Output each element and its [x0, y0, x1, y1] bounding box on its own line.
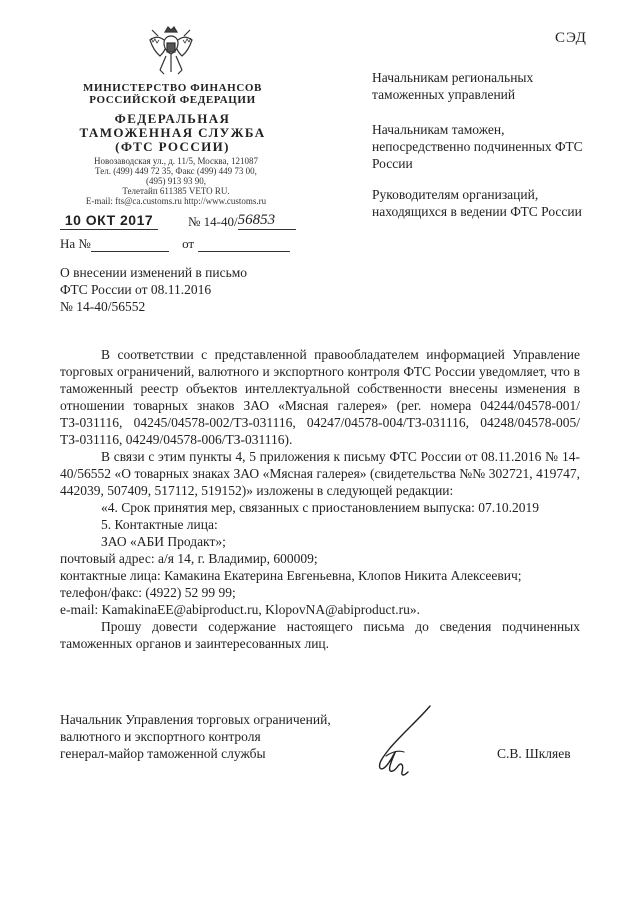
letterhead-contacts: Новозаводская ул., д. 11/5, Москва, 121087 Тел. (499) 449 72 35, Факс (499) 449 73 00, (495) 913 93 90, Телетайп 611385 VETO RU. E-mail: fts@ca.customs.ru http://www.customs.ru	[85, 156, 267, 206]
registration-date: 10 ОКТ 2017	[64, 212, 154, 228]
reply-date-label: от	[182, 236, 195, 251]
coat-of-arms-icon	[146, 24, 196, 78]
body-paragraph: контактные лица: Камакина Екатерина Евгеньевна, Клопов Никита Алексеевич;	[60, 568, 522, 583]
body-paragraph: 5. Контактные лица:	[101, 517, 218, 532]
letter-subject: О внесении изменений в письмо ФТС России от 08.11.2016 № 14-40/56552	[60, 265, 248, 314]
reply-reference-line	[60, 236, 290, 252]
signatory-position: Начальник Управления торговых ограничений, валютного и экспортного контроля генерал-майор таможенной службы	[60, 712, 331, 761]
addressee-customs: Начальникам таможен, непосредственно подчиненных ФТС России	[372, 122, 583, 171]
addressee-organizations: Руководителям организаций, находящихся в ведении ФТС России	[372, 187, 582, 219]
addressee-regional: Начальникам региональных таможенных управлений	[372, 70, 534, 102]
body-paragraph: В связи с этим пункты 4, 5 приложения к письму ФТС России от 08.11.2016 № 14-40/56552 «О товарных знаках ЗАО «Мясная галерея» (свидетельства №№ 302721, 419747, 442039, 507409, 517112, 519152)» изложены в следующей редакции:	[60, 449, 580, 498]
body-paragraph: Прошу довести содержание настоящего письма до сведения подчиненных таможенных органов и заинтересованных лиц.	[60, 619, 580, 651]
body-paragraph: телефон/факс: (4922) 52 99 99;	[60, 585, 236, 600]
registration-number-label: № 14-40/	[188, 214, 238, 229]
signatory-name: С.В. Шкляев	[497, 746, 571, 761]
body-paragraph: ЗАО «АБИ Продакт»;	[101, 534, 226, 549]
body-paragraph: «4. Срок принятия мер, связанных с приостановлением выпуска: 07.10.2019	[101, 500, 540, 515]
ministry-name: МИНИСТЕРСТВО ФИНАНСОВ РОССИЙСКОЙ ФЕДЕРАЦИИ	[83, 82, 262, 106]
letter-body	[60, 346, 580, 652]
registration-number-handwritten: 56853	[237, 212, 276, 228]
body-paragraph: В соответствии с представленной правообладателем информацией Управление торговых ограничений, валютного и экспортного контроля ФТС России уведомляет, что в таможенный реестр объектов интеллектуальной собственности внесены изменения в отношении товарных знаков ЗАО «Мясная галерея» (рег. номера 04244/04578-001/ТЗ-031116, 04245/04578-002/ТЗ-031116, 04247/04578-004/ТЗ-031116, 04248/04578-005/ТЗ-031116, 04249/04578-006/ТЗ-031116).	[60, 347, 580, 447]
handwritten-signature	[368, 702, 438, 782]
body-paragraph: e-mail: KamakinaEE@abiproduct.ru, KlopovNA@abiproduct.ru».	[60, 602, 421, 617]
body-paragraph: почтовый адрес: а/я 14, г. Владимир, 600009;	[60, 551, 318, 566]
corner-mark: СЭД	[555, 30, 587, 46]
reply-number-label: На №	[60, 236, 91, 251]
registration-line	[60, 212, 296, 230]
service-name: ФЕДЕРАЛЬНАЯ ТАМОЖЕННАЯ СЛУЖБА (ФТС РОССИИ)	[79, 111, 266, 154]
